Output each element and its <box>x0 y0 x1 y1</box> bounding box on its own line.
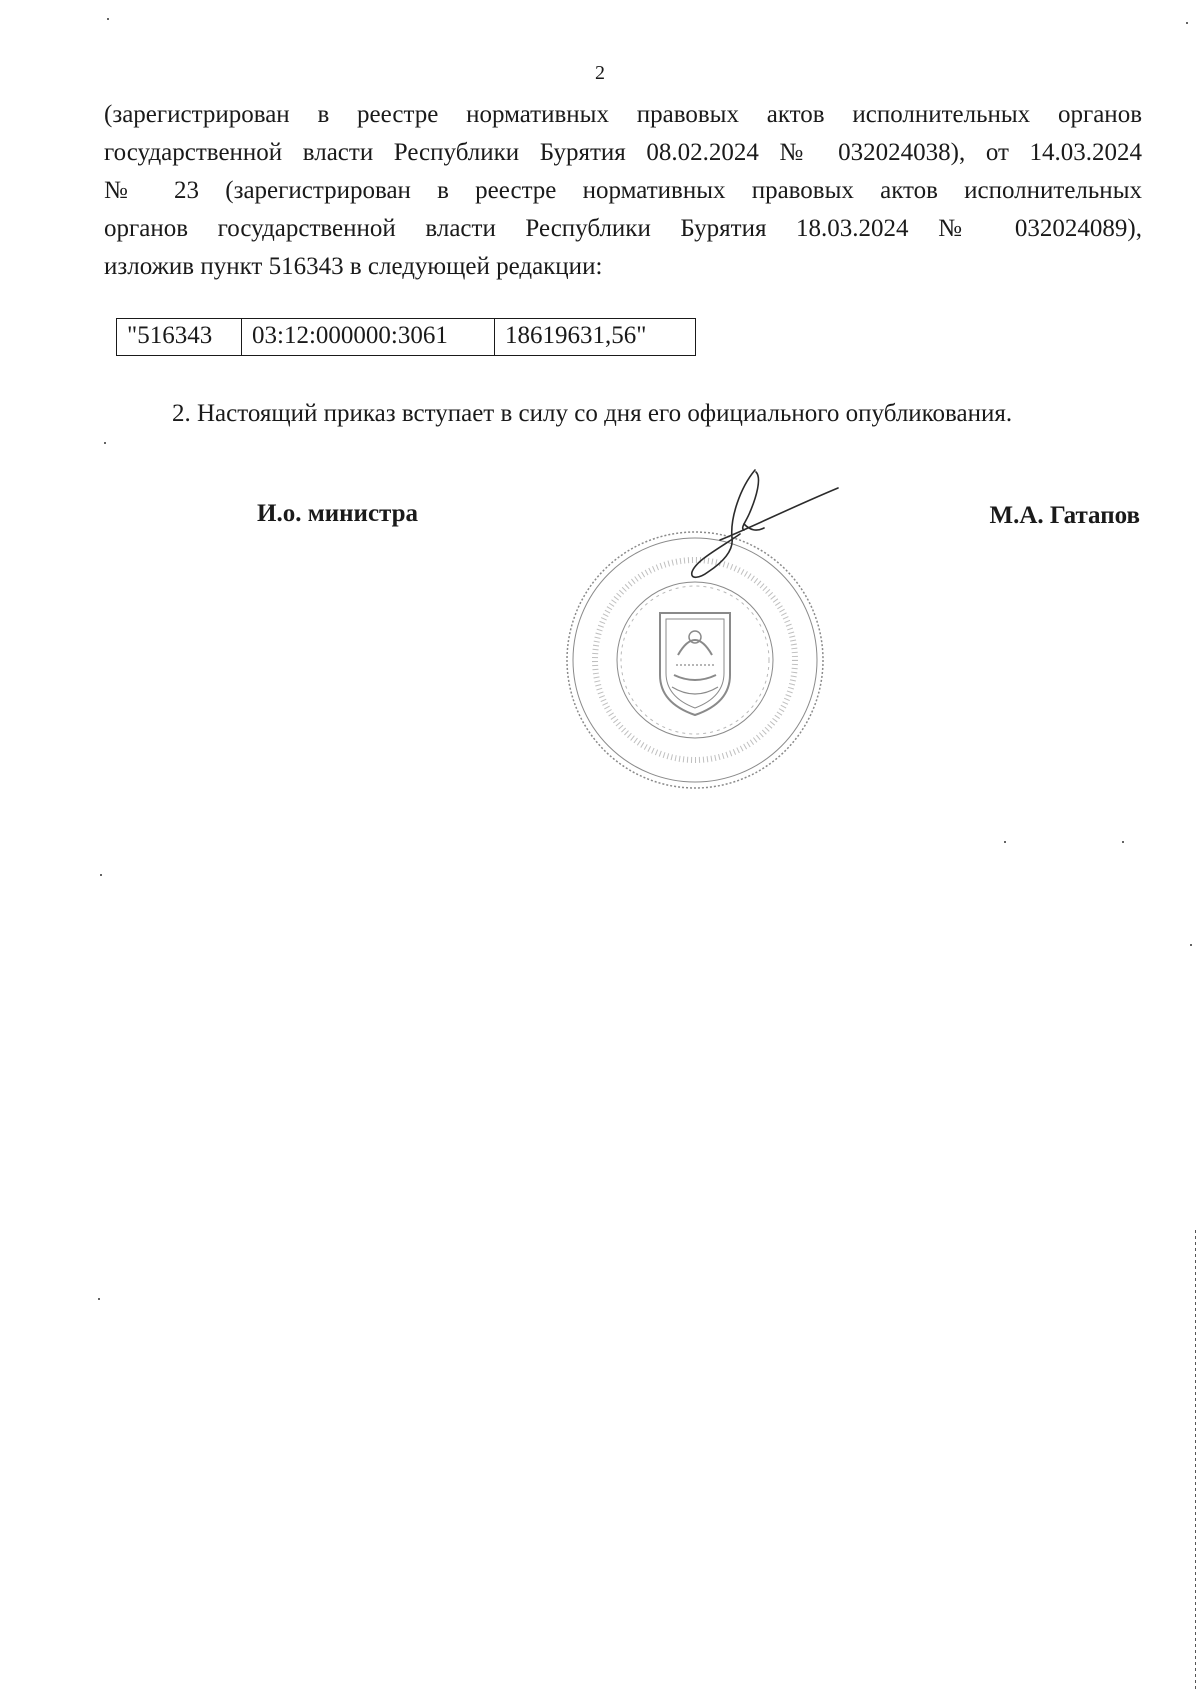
scan-speck <box>107 18 109 20</box>
signatory-name: М.А. Гатапов <box>989 502 1140 529</box>
cadastral-value-table <box>116 318 696 356</box>
table-cell-item-number: "516343 <box>117 319 242 356</box>
paragraph-line: изложив пункт 516343 в следующей редакции: <box>104 253 603 280</box>
page-number: 2 <box>595 62 605 84</box>
scan-speck <box>1122 841 1124 843</box>
table-cell-cadastral-value: 18619631,56" <box>495 319 696 356</box>
scan-speck <box>98 1298 100 1300</box>
table-cell-cadastral-number: 03:12:000000:3061 <box>242 319 495 356</box>
paragraph-line: № 23 (зарегистрирован в реестре нормативных правовых актов исполнительных <box>104 177 1142 204</box>
signatory-role: И.о. министра <box>257 500 419 527</box>
paragraph-line: (зарегистрирован в реестре нормативных правовых актов исполнительных органов <box>104 101 1142 128</box>
scan-speck <box>100 874 102 876</box>
scan-edge-line <box>1195 1230 1196 1690</box>
paragraph-line: органов государственной власти Республики Бурятия 18.03.2024 № 032024089), <box>104 215 1142 242</box>
scan-speck <box>1190 944 1192 946</box>
clause-2: 2. Настоящий приказ вступает в силу со дня его официального опубликования. <box>172 400 1013 427</box>
scan-speck <box>1186 22 1188 24</box>
scan-speck <box>104 442 106 444</box>
table-row <box>117 319 696 356</box>
paragraph-line: государственной власти Республики Бурятия 08.02.2024 № 032024038), от 14.03.2024 <box>104 139 1142 166</box>
body-paragraph <box>104 96 1142 286</box>
handwritten-signature-icon <box>660 468 840 588</box>
scan-speck <box>1004 841 1006 843</box>
